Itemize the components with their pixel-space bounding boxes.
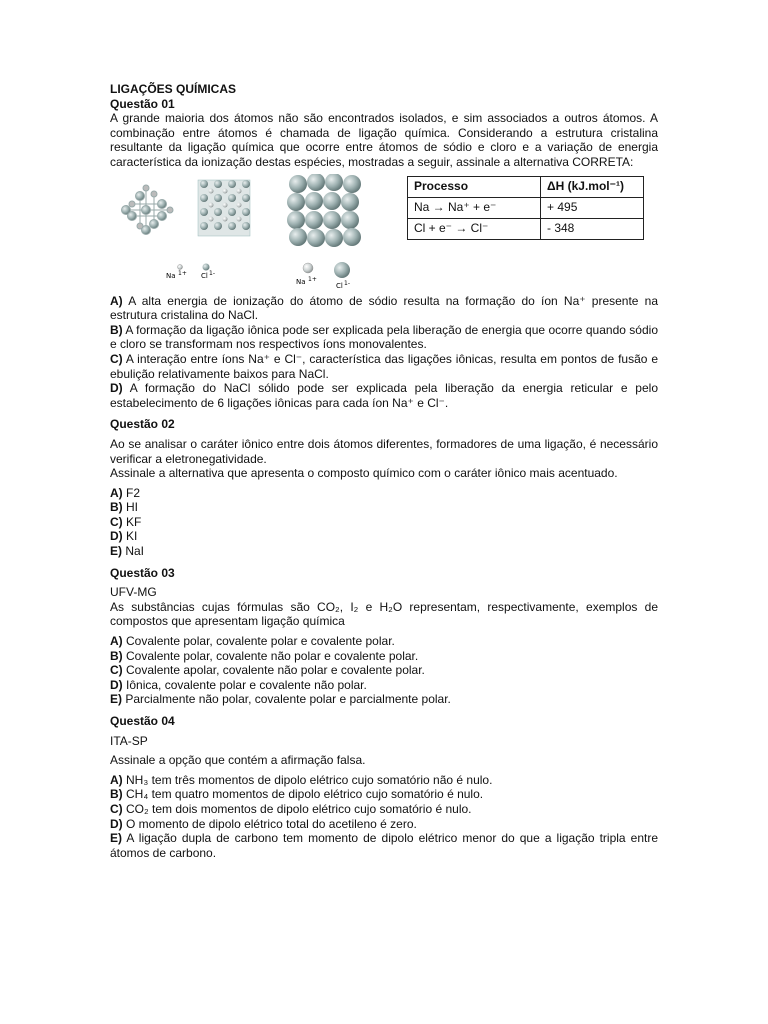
table-cell-dh: + 495 [541, 197, 644, 218]
page-title: LIGAÇÕES QUÍMICAS [110, 82, 237, 96]
na-label-large: Na [296, 277, 306, 286]
q4-option-a: A) NH₃ tem três momentos de dipolo elétrico cujo somatório não é nulo. [110, 772, 493, 787]
cl-charge-small: 1- [209, 269, 215, 277]
q2-option-a: A) F2 [110, 485, 141, 500]
q1-option-c: C) A interação entre íons Na⁺ e Cl⁻, característica das ligações iônicas, resulta em pontos de fusão e ebulição relativamente baixos para NaCl. [110, 351, 658, 381]
question-3-stem: As substâncias cujas fórmulas são CO₂, I₂ e H₂O representam, respectivamente, exemplos de compostos que apresentam ligação química [110, 599, 658, 629]
table-row [408, 218, 644, 239]
nacl-figure-row [110, 170, 658, 294]
q1-option-b: B) A formação da ligação iônica pode ser explicada pela liberação de energia que ocorre quando sódio e cloro se transformam nos respectivos íons monovalentes. [110, 322, 658, 352]
q4-option-b: B) CH₄ tem quatro momentos de dipolo elétrico cujo somatório é nulo. [110, 787, 484, 802]
q1-option-d: D) A formação do NaCl sólido pode ser explicada pela liberação da energia reticular e pelo estabelecimento de 6 ligações iônicas para cada íon Na⁺ e Cl⁻. [110, 381, 658, 410]
table-cell-process: Cl + e⁻ → Cl⁻ [408, 218, 541, 239]
q2-option-c: C) KF [110, 514, 142, 529]
table-header-dh: ΔH (kJ.mol⁻¹) [541, 176, 644, 197]
question-1-heading: Questão 01 [110, 96, 175, 111]
q2-option-e: E) NaI [110, 544, 145, 559]
question-2-ask: Assinale a alternativa que apresenta o composto químico com o caráter iônico mais acentuado. [110, 466, 618, 481]
question-3-heading: Questão 03 [110, 565, 175, 580]
cl-charge-large: 1- [344, 279, 350, 287]
question-4-source: ITA-SP [110, 733, 148, 748]
q3-option-d: D) Iônica, covalente polar e covalente não polar. [110, 677, 367, 692]
q3-option-c: C) Covalente apolar, covalente não polar e covalente polar. [110, 663, 425, 678]
question-3-source: UFV-MG [110, 585, 157, 600]
cl-label-large: Cl [336, 281, 343, 290]
table-cell-dh: - 348 [541, 218, 644, 239]
q3-option-b: B) Covalente polar, covalente não polar e covalente polar. [110, 648, 419, 663]
ball-stick-model [122, 185, 174, 235]
na-charge-large: 1+ [308, 275, 317, 283]
lattice-model [198, 180, 250, 236]
enthalpy-table [407, 176, 644, 240]
question-2-stem: Ao se analisar o caráter iônico entre dois átomos diferentes, formadores de uma ligação, é necessário verificar a eletronegatividade. [110, 436, 658, 466]
question-4-stem: Assinale a opção que contém a afirmação falsa. [110, 753, 366, 768]
ion-legend-large [296, 262, 350, 290]
question-2-heading: Questão 02 [110, 417, 175, 432]
q3-option-e: E) Parcialmente não polar, covalente polar e parcialmente polar. [110, 692, 451, 707]
q2-option-b: B) HI [110, 500, 139, 515]
table-row [408, 197, 644, 218]
question-1-stem: A grande maioria dos átomos não são encontrados isolados, e sim associados a outros átomos. A combinação entre átomos é chamada de ligação química. Considerando a estrutura cristalina resultante da ligação química que ocorre entre átomos de sódio e cloro e a variação de energia característica da ionização destas espécies, mostradas a seguir, assinale a alternativa CORRETA: [110, 111, 658, 169]
q3-option-a: A) Covalente polar, covalente polar e covalente polar. [110, 634, 395, 649]
table-cell-process: Na → Na⁺ + e⁻ [408, 197, 541, 218]
q4-option-c: C) CO₂ tem dois momentos de dipolo elétrico cujo somatório é nulo. [110, 801, 472, 816]
na-charge-small: 1+ [178, 269, 187, 277]
na-label-small: Na [166, 271, 176, 280]
q1-option-a: A) A alta energia de ionização do átomo de sódio resulta na formação do íon Na⁺ presente na estrutura cristalina do NaCl. [110, 293, 659, 323]
q4-option-d: D) O momento de dipolo elétrico total do acetileno é zero. [110, 816, 417, 831]
table-header-process: Processo [408, 176, 541, 197]
ion-legend-small [166, 263, 215, 280]
q4-option-e: E) A ligação dupla de carbono tem momento de dipolo elétrico menor do que a ligação tripla entre átomos de carbono. [110, 831, 659, 860]
question-4-heading: Questão 04 [110, 714, 175, 728]
cl-label-small: Cl [201, 271, 208, 280]
nacl-crystal-figure [110, 174, 390, 294]
space-filling-model [287, 174, 361, 247]
document-page [110, 82, 658, 860]
q2-option-d: D) KI [110, 529, 138, 544]
